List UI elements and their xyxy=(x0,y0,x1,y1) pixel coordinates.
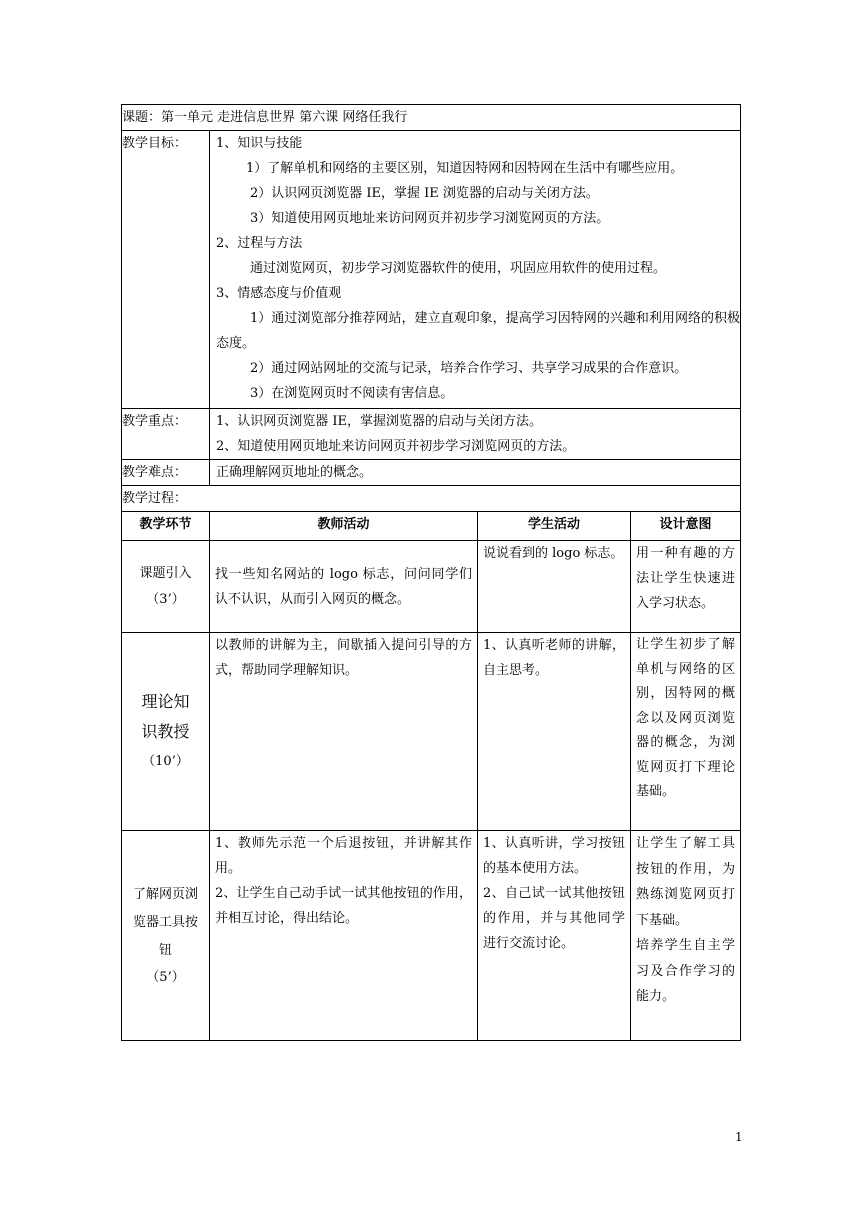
teacher-activity: 找一些知名网站的 logo 标志，问问同学们认不认识，从而引入网页的概念。 xyxy=(210,541,478,633)
phase-cell xyxy=(122,541,210,633)
objective-line: 1）了解单机和网络的主要区别，知道因特网和因特网在生活中有哪些应用。 xyxy=(246,161,684,176)
objective-line: 2、过程与方法 xyxy=(216,236,303,251)
student-activity: 1、认真听老师的讲解，自主思考。 xyxy=(478,633,631,831)
header-intent: 设计意图 xyxy=(631,512,741,541)
teacher-activity: 以教师的讲解为主，间歇插入提问引导的方式，帮助同学理解知识。 xyxy=(210,633,478,831)
phase-cell xyxy=(122,831,210,1041)
phase-time: （3’） xyxy=(146,591,185,607)
process-header-row xyxy=(122,512,741,541)
design-intent: 让学生初步了解单机与网络的区别，因特网的概念以及网页浏览器的概念，为浏览网页打下理论基础。 xyxy=(631,633,741,831)
objective-line: 3）在浏览网页时不阅读有害信息。 xyxy=(250,386,454,401)
phase-cell xyxy=(122,633,210,831)
objectives-content xyxy=(210,131,741,409)
lesson-title: 课题：第一单元 走进信息世界 第六课 网络任我行 xyxy=(122,105,741,131)
objective-line: 3、情感态度与价值观 xyxy=(216,286,342,301)
student-activity: 1、认真听讲，学习按钮的基本使用方法。 2、自己试一试其他按钮的作用，并与其他同学进行交流讨论。 xyxy=(478,831,631,1041)
page-number: 1 xyxy=(735,1130,743,1144)
process-row xyxy=(122,541,741,633)
header-phase: 教学环节 xyxy=(122,512,210,541)
phase-time: （5’） xyxy=(146,969,185,985)
difficulty-label: 教学难点： xyxy=(122,460,210,486)
lesson-plan-table xyxy=(121,104,741,1041)
process-label-row xyxy=(122,486,741,512)
process-row xyxy=(122,633,741,831)
objective-line: 2）通过网站网址的交流与记录，培养合作学习、共享学习成果的合作意识。 xyxy=(250,361,688,376)
phase-name: 了解网页浏览器工具按钮 xyxy=(132,886,198,958)
keypoints-label: 教学重点： xyxy=(122,409,210,460)
objectives-label: 教学目标： xyxy=(122,131,210,409)
keypoint-line: 1、认识网页浏览器 IE，掌握浏览器的启动与关闭方法。 xyxy=(216,414,543,429)
objective-line: 3）知道使用网页地址来访问网页并初步学习浏览网页的方法。 xyxy=(250,211,610,226)
objective-line: 2）认识网页浏览器 IE，掌握 IE 浏览器的启动与关闭方法。 xyxy=(250,186,599,201)
design-intent: 让学生了解工具按钮的作用，为熟练浏览网页打下基础。 培养学生自主学习及合作学习的能力。 xyxy=(631,831,741,1041)
phase-name: 理论知识教授 xyxy=(141,691,190,741)
difficulty-text: 正确理解网页地址的概念。 xyxy=(216,465,373,480)
design-intent: 用一种有趣的方法让学生快速进入学习状态。 xyxy=(631,541,741,633)
header-teacher: 教师活动 xyxy=(210,512,478,541)
keypoint-line: 2、知道使用网页地址来访问网页并初步学习浏览网页的方法。 xyxy=(216,439,576,454)
difficulty-row xyxy=(122,460,741,486)
objective-line: 1）通过浏览部分推荐网站，建立直观印象，提高学习因特网的兴趣和利用网络的积极态度。 xyxy=(216,311,741,351)
header-student: 学生活动 xyxy=(478,512,631,541)
title-row xyxy=(122,105,741,131)
objective-line: 通过浏览网页，初步学习浏览器软件的使用，巩固应用软件的使用过程。 xyxy=(250,261,667,276)
student-activity: 说说看到的 logo 标志。 xyxy=(478,541,631,633)
keypoints-content xyxy=(210,409,741,460)
process-label: 教学过程： xyxy=(122,486,741,512)
objective-line: 1、知识与技能 xyxy=(216,136,303,151)
difficulty-content xyxy=(210,460,741,486)
phase-time: （10’） xyxy=(142,753,189,769)
process-row xyxy=(122,831,741,1041)
phase-name: 课题引入 xyxy=(139,565,192,581)
keypoints-row xyxy=(122,409,741,460)
teacher-activity: 1、教师先示范一个后退按钮，并讲解其作用。 2、让学生自己动手试一试其他按钮的作用，并相互讨论，得出结论。 xyxy=(210,831,478,1041)
objectives-row xyxy=(122,131,741,409)
